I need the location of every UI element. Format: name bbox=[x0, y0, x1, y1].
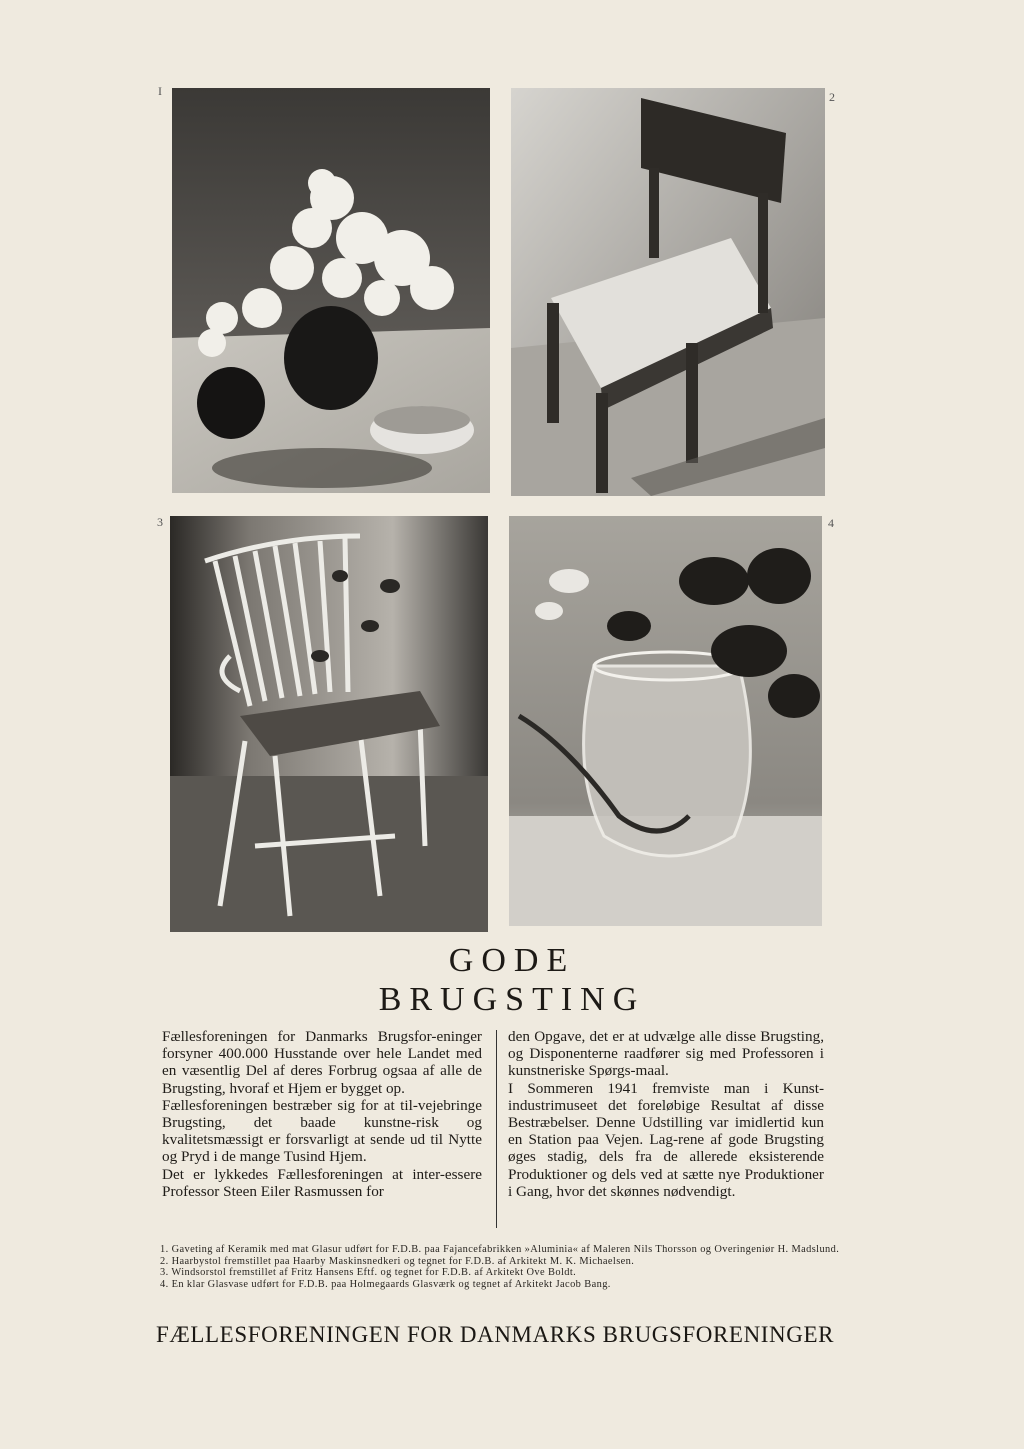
paragraph: I Sommeren 1941 fremviste man i Kunst-industrimuseet det foreløbige Resultat af disse Bestræbelser. Denne Udstilling var imidlertid kun en Station paa Vejen. Lag-rene af gode Brugsting øges stadig, dels fra de allerede eksisterende Produktioner og dels ved at sætte nye Produktioner i Gang, hvor det skønnes nødvendigt. bbox=[508, 1079, 824, 1200]
photo-windsor-chair bbox=[170, 516, 488, 932]
figure-number-2: 2 bbox=[829, 90, 835, 104]
caption-2: 2. Haarbystol fremstillet paa Haarby Maskinsnedkeri og tegnet for F.D.B. af Arkitekt M. K. Michaelsen. bbox=[160, 1255, 635, 1267]
headline-line-2: BRUGSTING bbox=[378, 981, 646, 1018]
figure-number-4: 4 bbox=[828, 516, 834, 530]
paragraph: Det er lykkedes Fællesforeningen at inter-essere Professor Steen Eiler Rasmussen for bbox=[162, 1165, 482, 1200]
headline-line-1: GODE bbox=[448, 942, 576, 979]
caption-4: 4. En klar Glasvase udført for F.D.B. paa Holmegaards Glasværk og tegnet af Arkitekt Jacob Bang. bbox=[160, 1278, 611, 1290]
photo-glass-vase bbox=[509, 516, 822, 926]
footer-organization: FÆLLESFORENINGEN FOR DANMARKS BRUGSFORENINGER bbox=[155, 1322, 835, 1347]
photo-captions bbox=[160, 1244, 860, 1290]
body-column-right bbox=[508, 1028, 824, 1200]
caption-1: 1. Gaveting af Keramik med mat Glasur udført for F.D.B. paa Fajancefabrikken »Aluminia« af Maleren Nils Thorsson og Overingeniør H. Madslund. bbox=[160, 1244, 840, 1255]
photo-ceramics-vases bbox=[172, 88, 490, 493]
body-column-left bbox=[162, 1028, 482, 1200]
paragraph: den Opgave, det er at udvælge alle disse Brugsting, og Disponenterne raadfører sig med Professoren i kunstneriske Spørgs-maal. bbox=[508, 1028, 824, 1080]
column-divider bbox=[496, 1030, 497, 1228]
figure-number-3: 3 bbox=[157, 515, 163, 529]
paragraph: Fællesforeningen for Danmarks Brugsfor-eninger forsyner 400.000 Husstande over hele Landet med en væsentlig Del af deres Forbrug ogsaa af alle de Brugsting, hvoraf et Hjem er bygget op. bbox=[162, 1028, 482, 1097]
caption-3: 3. Windsorstol fremstillet af Fritz Hansens Eftf. og tegnet for F.D.B. af Arkitekt Ove Boldt. bbox=[160, 1267, 577, 1279]
photo-haarby-chair bbox=[511, 88, 825, 496]
figure-number-1: I bbox=[158, 84, 162, 98]
paragraph: Fællesforeningen bestræber sig for at til-vejebringe Brugsting, det baade kunstne-risk og kvalitetsmæssigt er forsvarligt at sende ud til Nytte og Pryd i de mange Tusind Hjem. bbox=[162, 1096, 482, 1166]
